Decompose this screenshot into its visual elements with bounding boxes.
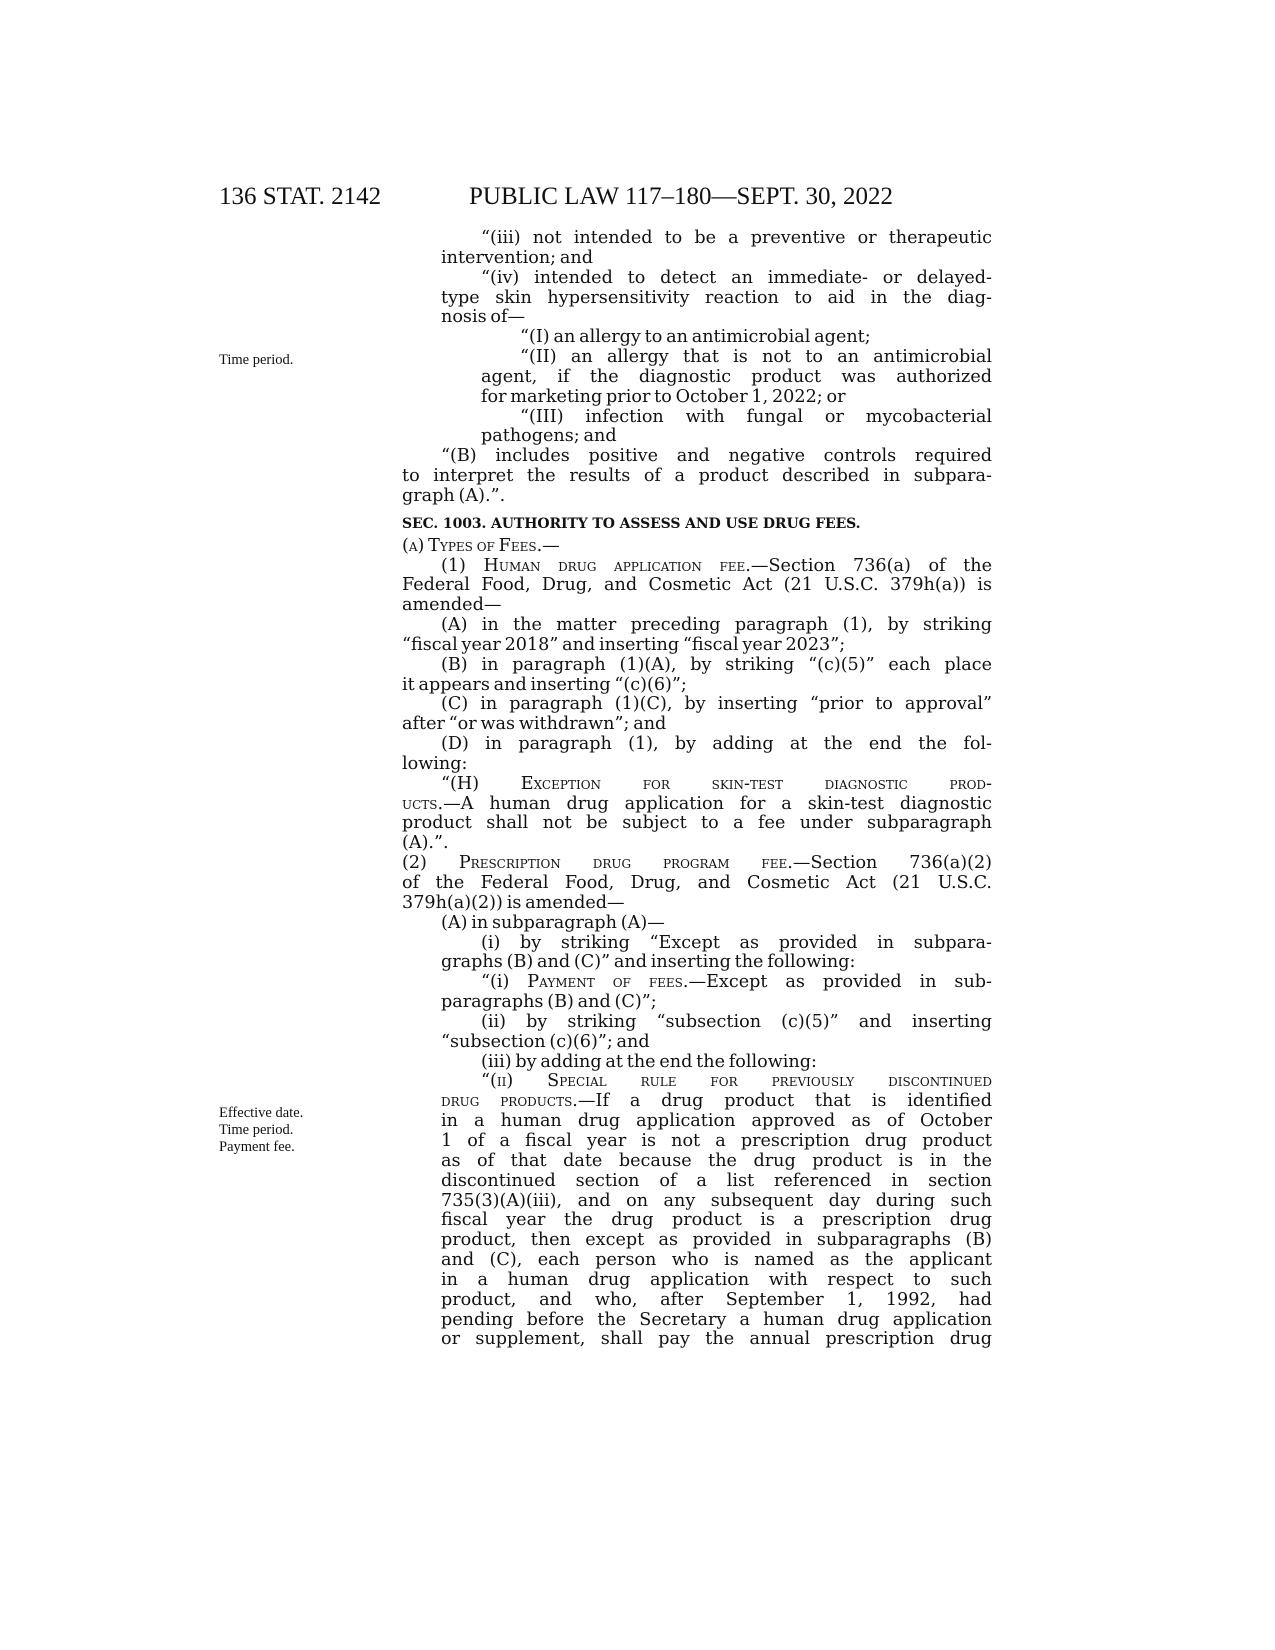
body-line (402, 557, 992, 577)
body-text: —Section 736(a) of the (750, 555, 992, 576)
body-line: graphs (B) and (C)” and inserting the following: (441, 952, 856, 973)
body-text: —If a drug product that is identified (577, 1091, 992, 1112)
body-line: lowing: (402, 753, 468, 774)
body-line: graph (A).”. (402, 485, 506, 506)
body-text: —Except as provided in sub- (688, 972, 992, 993)
body-line: (A) in subparagraph (A)— (441, 912, 665, 933)
statute-page-number: 136 STAT. 2142 (219, 183, 382, 210)
body-line: intervention; and (441, 247, 593, 268)
margin-note-time-period-2: Time period. (219, 1122, 294, 1138)
body-line: after “or was withdrawn”; and (402, 714, 667, 735)
body-line: 735(3)(A)(iii), and on any subsequent day during such (441, 1190, 992, 1211)
body-line: Federal Food, Drug, and Cosmetic Act (21 U.S.C. 379h(a)) is (402, 575, 992, 596)
body-line: discontinued section of a list referenced in section (441, 1170, 992, 1191)
paragraph-heading: ucts. (402, 793, 444, 814)
margin-note-group (219, 1105, 303, 1156)
body-line: pathogens; and (481, 426, 617, 447)
body-line: “(III) infection with fungal or mycobacterial (520, 406, 992, 427)
margin-note-time-period (219, 352, 293, 369)
body-line: “fiscal year 2018” and inserting “fiscal year 2023”; (402, 634, 846, 655)
paragraph-heading: (2) Prescription drug program fee. (402, 853, 793, 874)
body-line: (ii) by striking “subsection (c)(5)” and inserting (481, 1011, 992, 1032)
body-line: to interpret the results of a product described in subpara- (402, 466, 992, 487)
body-line: type skin hypersensitivity reaction to aid in the diag- (441, 287, 992, 308)
body-line: paragraphs (B) and (C)”; (441, 992, 657, 1013)
body-line: nosis of— (441, 307, 526, 328)
body-line: and (C), each person who is named as the applicant (441, 1250, 992, 1271)
subsection-heading: (a) Types of Fees.— (402, 535, 560, 556)
body-line: “(iv) intended to detect an immediate- or delayed- (481, 267, 992, 288)
body-line: “(I) an allergy to an antimicrobial agent; (520, 327, 871, 348)
body-line: “(ii) Special rule for previously discontinued (481, 1071, 992, 1092)
body-line: (B) in paragraph (1)(A), by striking “(c)(5)” each place (441, 654, 992, 675)
body-line: “subsection (c)(6)”; and (441, 1031, 650, 1052)
margin-note-effective-date: Effective date. (219, 1105, 304, 1121)
body-line: (C) in paragraph (1)(C), by inserting “prior to approval” (441, 694, 992, 715)
paragraph-heading: drug products. (441, 1091, 578, 1112)
running-header-title: PUBLIC LAW 117–180—SEPT. 30, 2022 (469, 183, 893, 210)
section-heading: SEC. 1003. AUTHORITY TO ASSESS AND USE DRUG FEES. (402, 515, 861, 532)
body-line (402, 1092, 992, 1112)
body-line: 1 of a fiscal year is not a prescription drug product (441, 1130, 992, 1151)
body-line: product, and who, after September 1, 1992, had (441, 1289, 992, 1310)
body-line: as of that date because the drug product is in the (441, 1150, 992, 1171)
body-line: product shall not be subject to a fee under subparagraph (402, 813, 992, 834)
body-line: “(II) an allergy that is not to an antimicrobial (520, 347, 992, 368)
body-line: (iii) by adding at the end the following: (481, 1051, 817, 1072)
body-line: “(iii) not intended to be a preventive or therapeutic (481, 228, 992, 248)
body-line: amended— (402, 595, 502, 616)
body-line (402, 854, 992, 874)
body-line: fiscal year the drug product is a prescription drug (441, 1210, 992, 1231)
body-line: in a human drug application approved as of October (441, 1111, 992, 1132)
body-text: “(i) (481, 972, 528, 993)
body-line: of the Federal Food, Drug, and Cosmetic Act (21 U.S.C. (402, 873, 992, 893)
paragraph-heading: (1) Human drug application fee. (441, 555, 751, 576)
document-body (402, 229, 992, 1350)
body-line (402, 795, 992, 815)
body-line: (i) by striking “Except as provided in subpara- (481, 932, 992, 953)
body-line: in a human drug application with respect to such (441, 1269, 992, 1290)
body-line: “(H) Exception for skin-test diagnostic prod- (441, 773, 992, 794)
body-line: product, then except as provided in subparagraphs (B) (441, 1230, 992, 1251)
body-line: “(B) includes positive and negative controls required (441, 446, 992, 467)
body-line: 379h(a)(2)) is amended— (402, 892, 625, 913)
body-text: —Section 736(a)(2) (792, 853, 993, 874)
body-text: —A human drug application for a skin-test diagnostic (443, 793, 992, 814)
body-line: pending before the Secretary a human drug application (441, 1309, 992, 1330)
body-line: for marketing prior to October 1, 2022; or (481, 386, 846, 407)
margin-note-text: Time period. (219, 352, 294, 368)
margin-note-payment-fee: Payment fee. (219, 1139, 295, 1155)
body-line: (A).”. (402, 833, 449, 854)
body-line: (A) in the matter preceding paragraph (1), by striking (441, 615, 992, 636)
body-line: (D) in paragraph (1), by adding at the end the fol- (441, 734, 992, 755)
body-line (402, 973, 992, 993)
body-line: agent, if the diagnostic product was authorized (481, 366, 992, 387)
body-line: or supplement, shall pay the annual prescription drug (441, 1329, 992, 1350)
paragraph-heading: Payment of fees. (527, 972, 689, 993)
body-line: it appears and inserting “(c)(6)”; (402, 674, 687, 695)
